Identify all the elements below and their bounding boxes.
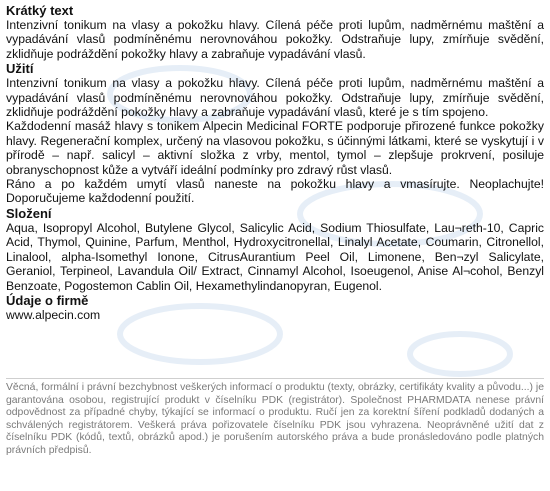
heading-udaje: Údaje o firmě [6,292,89,308]
text-kratky-text: Intenzivní tonikum na vlasy a pokožku hlavy. Cílená péče proti lupům, nadměrnému maštění a vypadávání vlasů podmíněnému nerovnováhou pokožky. Odstraňuje lupy, zmírňuje svědění, zklidňuje podráždění pokožky hlavy a zabraňuje vypadávání vlasů. [6,18,544,61]
section-kratky-text [6,3,544,61]
heading-uziti: Užití [6,61,34,77]
legal-disclaimer: Věcná, formální i právní bezchybnost veškerých informací o produktu (texty, obrázky, certifikáty kvality a původu...) je garantována osobou, registrující produkt v číselníku PDK (registrátor). Společnost PHARMDATA nenese právní odpovědnost za případné chyby, týkající se informací o produktu. Ručí jen za korektní šíření podkladů dodaných a schválených registrátorem. Veškerá práva pořizovatele číselníku PDK jsou vyhrazena. Neoprávněné užití dat z číselníku PDK (kódů, textů, obrázků apod.) je porušením autorského práva a bude pronásledováno podle platných právních předpisů. [6,378,544,458]
text-uziti-1: Intenzivní tonikum na vlasy a pokožku hlavy. Cílená péče proti lupům, nadměrnému maštění a vypadávání vlasů podmíněnému nerovnováhou pokožky. Odstraňuje lupy, zmírňuje svědění, zklidňuje podráždění pokožky hlavy a zabraňuje vypadávání vlasů, které je s tím spojeno. [6,76,544,120]
section-udaje [6,293,544,322]
heading-slozeni: Složení [6,205,52,221]
text-uziti-2: Každodenní masáž hlavy s tonikem Alpecin Medicinal FORTE podporuje přirozené funkce pokožky hlavy. Regenerační komplex, určený na vlasovou pokožku, s účinnými látkami, které se vyskytují i v přírodě – např. salicyl – aktivní složka z vrby, mentol, tymol – zlepšuje prokrvení, posiluje obranyschopnost kůže a vytváří ideální podmínky pro zdravý růst vlasů. [6,119,544,177]
text-slozeni: Aqua, Isopropyl Alcohol, Butylene Glycol, Salicylic Acid, Sodium Thiosulfate, Lau¬reth-10, Capric Acid, Thymol, Quinine, Parfum, Menthol, Hydroxycitronellal, Linalyl Acetate, Coumarin, Citronellol, Linalool, alpha-Isomethyl Ionone, CitrusAurantium Peel Oil, Limonene, Ben¬zyl Salicylate, Geraniol, Terpineol, Lavandula Oil/ Extract, Cinnamyl Alcohol, Isoeugenol, Anise Al¬cohol, Benzyl Benzoate, Pogostemon Cablin Oil, Hexamethylindanopyran, Eugenol. [6,220,544,293]
text-uziti-3: Ráno a po každém umytí vlasů naneste na pokožku hlavy a vmasírujte. Neoplachujte! Doporučujeme každodenní použití. [6,177,544,206]
section-slozeni [6,206,544,293]
text-udaje: www.alpecin.com [6,307,101,322]
heading-kratky-text: Krátký text [6,3,74,18]
section-uziti [6,61,544,206]
